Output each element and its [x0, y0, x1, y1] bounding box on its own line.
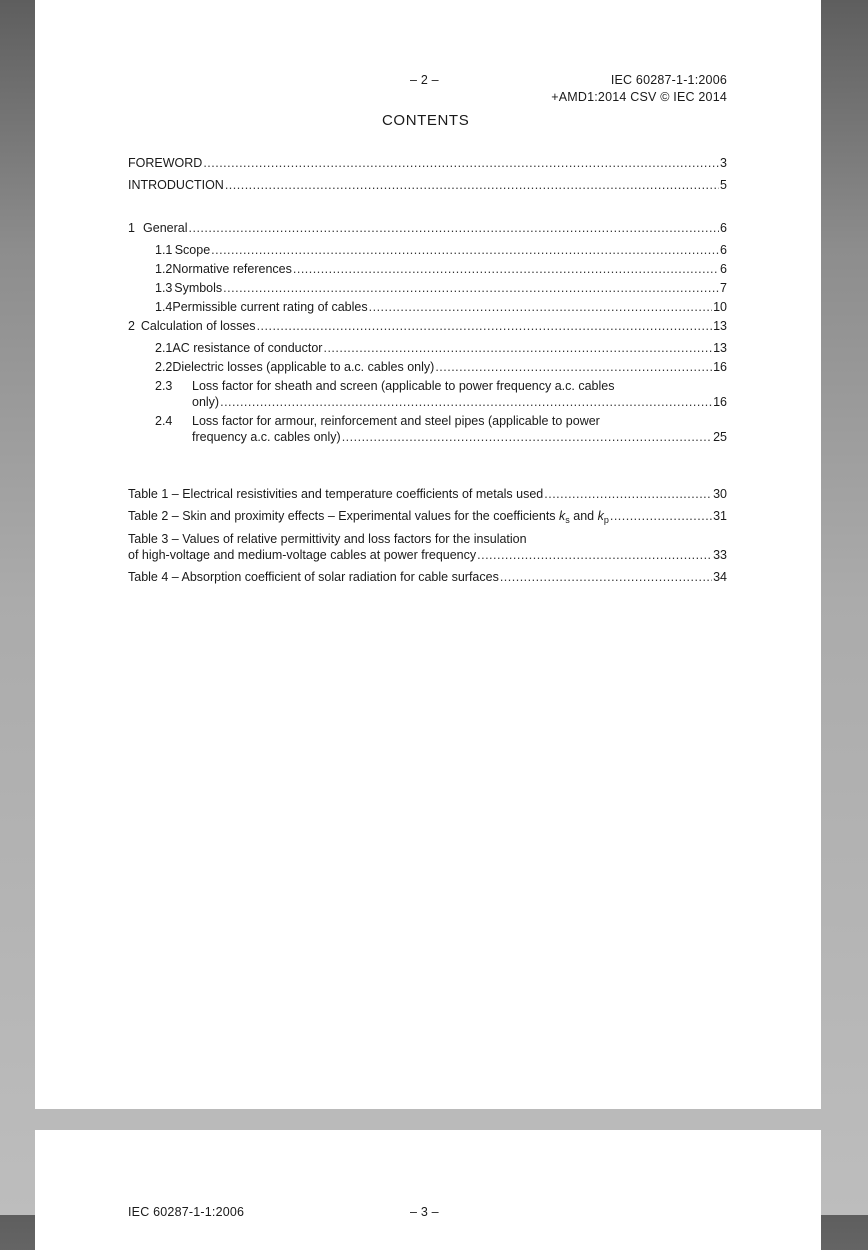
toc-entry-label: AC resistance of conductor — [172, 341, 323, 355]
leader-dots — [323, 341, 712, 356]
toc-entry-table-4[interactable] — [128, 570, 727, 585]
table-2-label-text: Table 2 – Skin and proximity effects – Experimental values for the coefficients — [128, 509, 560, 523]
toc-entry-clause-1-4[interactable] — [155, 300, 727, 315]
clause-number: 2.4 — [155, 414, 173, 428]
clause-number: 1.3 — [155, 281, 173, 295]
toc-entry-label — [128, 509, 609, 528]
toc-entry-label-line1[interactable]: Loss factor for armour, reinforcement and steel pipes (applicable to power — [192, 414, 600, 428]
toc-entry-label: Table 1 – Electrical resistivities and temperature coefficients of metals used — [128, 487, 544, 501]
toc-entry-label: Dielectric losses (applicable to a.c. cables only) — [172, 360, 435, 374]
toc-page-number: 33 — [713, 548, 727, 562]
toc-page-number: 25 — [713, 430, 727, 444]
toc-entry-clause-1-2[interactable] — [155, 262, 727, 277]
toc-page-number: 13 — [713, 341, 727, 355]
conjunction-text: and — [569, 509, 598, 523]
toc-page-number: 6 — [720, 243, 727, 257]
clause-number: 1.2 — [155, 262, 173, 276]
toc-page-number: 16 — [713, 360, 727, 374]
toc-entry-label: Table 4 – Absorption coefficient of solar radiation for cable surfaces — [128, 570, 499, 584]
clause-number: 1.4 — [155, 300, 173, 314]
leader-dots — [189, 221, 720, 236]
toc-page-number: 3 — [720, 156, 727, 170]
toc-page-number: 16 — [713, 395, 727, 409]
toc-entry-clause-2[interactable] — [128, 319, 727, 334]
toc-entry-foreword[interactable] — [128, 156, 727, 171]
clause-number: 2.1 — [155, 341, 173, 355]
toc-entry-table-2[interactable] — [128, 509, 727, 528]
toc-page-number: 31 — [713, 509, 727, 523]
amendment-note: +AMD1:2014 CSV © IEC 2014 — [551, 90, 727, 104]
toc-entry-clause-2-3[interactable] — [192, 395, 727, 410]
leader-dots — [211, 243, 719, 258]
toc-entry-label: Symbols — [174, 281, 223, 295]
document-page — [35, 0, 821, 1109]
toc-page-number: 10 — [713, 300, 727, 314]
toc-page-number: 13 — [713, 319, 727, 333]
toc-entry-label-line1[interactable]: Table 3 – Values of relative permittivity and loss factors for the insulation — [128, 532, 527, 546]
toc-entry-label: Permissible current rating of cables — [172, 300, 368, 314]
subscript-p: p — [603, 515, 609, 525]
page-title: CONTENTS — [382, 112, 470, 129]
toc-entry-table-1[interactable] — [128, 487, 727, 502]
leader-dots — [225, 178, 719, 193]
toc-entry-label-line2: frequency a.c. cables only) — [192, 430, 341, 444]
clause-number: 2.3 — [155, 379, 173, 393]
toc-entry-label-line2: of high-voltage and medium-voltage cables at power frequency — [128, 548, 477, 562]
leader-dots — [293, 262, 719, 277]
toc-entry-label: Normative references — [172, 262, 292, 276]
toc-entry-label: Scope — [174, 243, 211, 257]
clause-number: 2.2 — [155, 360, 173, 374]
document-id: IEC 60287-1-1:2006 — [610, 73, 727, 87]
leader-dots — [257, 319, 713, 334]
clause-number: 2 — [128, 319, 135, 333]
toc-entry-table-3[interactable] — [128, 548, 727, 563]
leader-dots — [342, 430, 712, 445]
toc-entry-clause-2-1[interactable] — [155, 341, 727, 356]
toc-entry-clause-1-3[interactable] — [155, 281, 727, 296]
toc-entry-introduction[interactable] — [128, 178, 727, 193]
clause-number: 1 — [128, 221, 135, 235]
subscript-s: s — [565, 515, 570, 525]
leader-dots — [223, 281, 719, 296]
leader-dots — [500, 570, 712, 585]
leader-dots — [203, 156, 719, 171]
toc-entry-label: General — [143, 221, 188, 235]
toc-entry-clause-1[interactable] — [128, 221, 727, 236]
document-id: IEC 60287-1-1:2006 — [128, 1205, 245, 1219]
toc-entry-clause-2-4[interactable] — [192, 430, 727, 445]
leader-dots — [544, 487, 712, 502]
toc-entry-label-line1[interactable]: Loss factor for sheath and screen (applicable to power frequency a.c. cables — [192, 379, 615, 393]
toc-page-number: 30 — [713, 487, 727, 501]
toc-page-number: 6 — [720, 221, 727, 235]
coefficient-symbol-k: k — [597, 509, 604, 523]
toc-entry-label: INTRODUCTION — [128, 178, 224, 192]
leader-dots — [435, 360, 712, 375]
document-page-next — [35, 1130, 821, 1250]
leader-dots — [610, 509, 712, 524]
page-number: – 3 – — [410, 1205, 439, 1219]
toc-entry-label-line2: only) — [192, 395, 220, 409]
toc-entry-label: Calculation of losses — [140, 319, 256, 333]
toc-page-number: 7 — [720, 281, 727, 295]
coefficient-symbol-k: k — [559, 509, 566, 523]
leader-dots — [369, 300, 712, 315]
toc-entry-clause-2-2[interactable] — [155, 360, 727, 375]
toc-page-number: 34 — [713, 570, 727, 584]
toc-entry-label: FOREWORD — [128, 156, 203, 170]
leader-dots — [220, 395, 712, 410]
toc-page-number: 6 — [720, 262, 727, 276]
toc-page-number: 5 — [720, 178, 727, 192]
page-number: – 2 – — [410, 73, 439, 87]
leader-dots — [477, 548, 712, 563]
clause-number: 1.1 — [155, 243, 173, 257]
toc-entry-clause-1-1[interactable] — [155, 243, 727, 258]
